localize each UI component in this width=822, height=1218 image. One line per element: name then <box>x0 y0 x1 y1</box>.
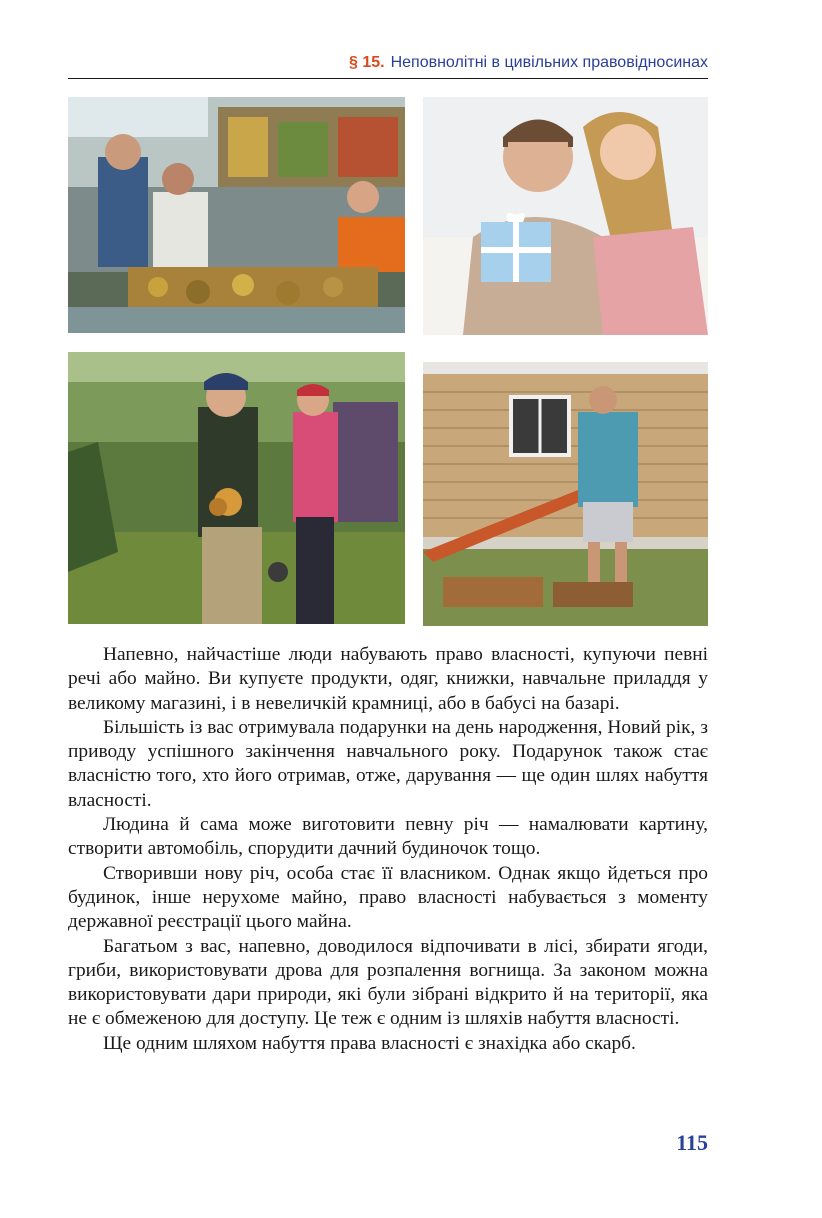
paragraph: Ще одним шляхом набуття права власності є знахідка або скарб. <box>103 1032 636 1054</box>
paragraph: Напевно, найчастіше люди набувають право власності, купуючи певні речі або майно. Ви купуєте продукти, одяг, книжки, навчальне приладдя у великому магазині, і в невеличкій крамниці, або в бабусі на базарі. <box>68 644 708 714</box>
page-number: 115 <box>676 1130 708 1155</box>
paragraph: Людина й сама може виготовити певну річ — намалювати картину, створити автомобіль, спорудити дачний будиночок тощо. <box>68 814 708 860</box>
running-header <box>68 52 708 79</box>
photo-gift-receiving <box>423 97 708 335</box>
section-number: § 15. <box>348 54 385 71</box>
paragraph: Багатьом з вас, напевно, доводилося відпочивати в лісі, збирати ягоди, гриби, використовувати дрова для розпалення вогнища. За законом можна використовувати дари природи, які були зібрані відкрито й на території, яка не є обмеженою для доступу. Це теж є одним із шляхів набуття власності. <box>68 935 708 1030</box>
photo-house-building <box>423 362 708 626</box>
photo-store-purchase <box>68 97 405 333</box>
photo-forest-mushrooms <box>68 352 405 624</box>
paragraph: Створивши нову річ, особа стає її власником. Однак якщо йдеться про будинок, інше нерухоме майно, право власності набувається з моменту державної реєстрації цього майна. <box>68 862 708 933</box>
body-text <box>68 643 708 1056</box>
paragraph: Більшість із вас отримувала подарунки на день народження, Новий рік, з приводу успішного закінчення навчального року. Подарунок також стає власністю того, хто його отримав, отже, дарування — ще один шлях набуття власності. <box>68 716 708 811</box>
section-title: Неповнолітні в цивільних правовідносинах <box>390 54 708 71</box>
